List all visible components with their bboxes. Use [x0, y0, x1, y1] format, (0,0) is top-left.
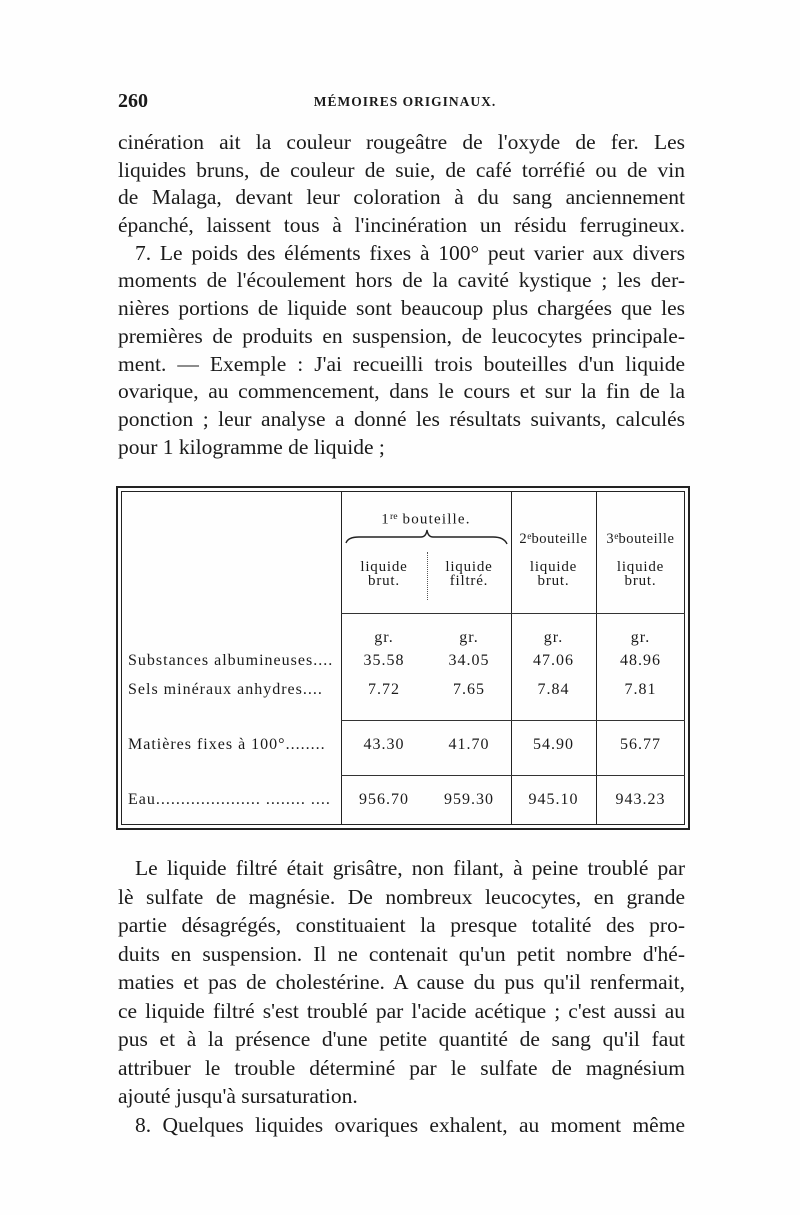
table-cell-value: 7.72	[368, 681, 400, 698]
table-cell-value: 943.23	[615, 791, 666, 808]
header-second-bottle	[511, 527, 596, 547]
text-line: ment. — Exemple : J'ai recueilli trois bouteilles d'un liquide	[118, 351, 685, 376]
subheader-line: brut.	[368, 573, 400, 589]
header-number: 3	[606, 531, 615, 548]
brace-icon	[341, 527, 511, 545]
table-cell-value: 7.65	[453, 681, 485, 698]
row-label: Eau..................... ........ ....	[128, 791, 331, 808]
table-cell-value: 43.30	[363, 736, 405, 753]
row-rule	[341, 613, 685, 614]
unit-cell: gr.	[374, 629, 394, 646]
text-line: nières portions de liquide sont beaucoup plus chargées que les	[118, 296, 685, 321]
header-number: 1	[381, 511, 390, 528]
text-line: lè sulfate de magnésie. De nombreux leucocytes, en grande	[118, 884, 685, 909]
header-label: bouteille.	[397, 511, 471, 528]
subheader-line: brut.	[537, 573, 570, 589]
table-cell-value: 956.70	[359, 791, 409, 808]
header-first-bottle	[341, 507, 511, 527]
subheader-cell	[427, 560, 511, 588]
row-rule	[341, 720, 685, 721]
header-label: bouteille	[531, 531, 588, 548]
table-cell-value: 54.90	[533, 736, 574, 753]
paragraph	[118, 854, 685, 1111]
text-line: Le liquide filtré était grisâtre, non filant, à peine troublé par	[135, 856, 685, 880]
table-cell-value: 48.96	[620, 652, 661, 669]
table-cell-value: 35.58	[363, 652, 405, 669]
text-line: partie désagrégés, constituaient la presque totalité des pro-	[118, 913, 685, 937]
subheader-line: liquide	[616, 559, 665, 575]
text-line: maties et pas de cholestérine. A cause du pus qu'il renfermait,	[118, 970, 685, 994]
text-line: pour 1 kilogramme de liquide ;	[118, 434, 385, 459]
text-line: attribuer le trouble déterminé par le sulfate de magnésium	[118, 1055, 685, 1080]
table-cell-value: 34.05	[448, 652, 490, 669]
text-line: de Malaga, devant leur coloration à du sang anciennement	[118, 185, 685, 210]
header-third-bottle	[596, 527, 685, 547]
text-block-after-table	[118, 854, 685, 1139]
text-line: premières de produits en suspension, de leucocytes principale-	[118, 323, 685, 348]
text-line: 7. Le poids des éléments fixes à 100° peut varier aux divers	[135, 240, 685, 265]
table-cell-value: 7.84	[537, 681, 570, 698]
text-block-before-table	[118, 129, 685, 461]
unit-cell: gr.	[630, 629, 651, 646]
table-cell-value: 47.06	[533, 652, 574, 669]
paragraph	[118, 240, 685, 462]
row-rule	[341, 775, 685, 776]
running-title: MÉMOIRES ORIGINAUX.	[313, 94, 497, 109]
text-line: épanché, laissent tous à l'incinération un résidu ferrugineux.	[118, 213, 685, 238]
row-label: Matières fixes à 100°........	[128, 736, 326, 753]
text-line: cinération ait la couleur rougeâtre de l'oxyde de fer. Les	[118, 130, 685, 154]
table-cell-value: 945.10	[528, 791, 579, 808]
table-cell-value: 41.70	[448, 736, 490, 753]
subheader-cell	[596, 560, 685, 588]
text-line: moments de l'écoulement hors de la cavité kystique ; les der-	[118, 268, 685, 293]
subheader-line: filtré.	[449, 573, 489, 589]
table-cell-value: 56.77	[620, 736, 661, 753]
text-line: ce liquide filtré s'est troublé par l'acide acétique ; c'est aussi au	[118, 998, 685, 1023]
text-line: liquides bruns, de couleur de suie, de café torréfié ou de vin	[118, 157, 685, 182]
paragraph	[118, 129, 685, 240]
text-line: pus et à la présence d'une petite quantité de sang qu'il faut	[118, 1027, 685, 1051]
subheader-cell	[511, 560, 596, 588]
subheader-line: liquide	[445, 559, 493, 575]
header-label: bouteille	[618, 531, 675, 548]
row-label: Sels minéraux anhydres....	[128, 681, 323, 698]
paragraph	[118, 1111, 685, 1140]
results-table	[116, 486, 690, 830]
text-line: ponction ; leur analyse a donné les résultats suivants, calculés	[118, 406, 685, 431]
header-superscript: e	[527, 532, 532, 542]
header-superscript: e	[614, 532, 619, 542]
text-line: 8. Quelques liquides ovariques exhalent, au moment même	[135, 1112, 685, 1137]
page-number: 260	[118, 90, 148, 112]
text-line: ovarique, au commencement, dans le cours et sur la fin de la	[118, 379, 685, 404]
row-label: Substances albumineuses....	[128, 652, 334, 669]
unit-cell: gr.	[543, 629, 564, 646]
header-superscript: re	[389, 511, 398, 522]
subheader-line: liquide	[360, 559, 408, 575]
subheader-line: liquide	[529, 559, 578, 575]
subheader-line: brut.	[624, 573, 657, 589]
header-number: 2	[519, 531, 528, 548]
table-cell-value: 959.30	[444, 791, 494, 808]
text-line: duits en suspension. Il ne contenait qu'un petit nombre d'hé-	[118, 941, 685, 966]
table-cell-value: 7.81	[624, 681, 657, 698]
text-line: ajouté jusqu'à sursaturation.	[118, 1084, 358, 1108]
subheader-cell	[341, 560, 427, 588]
unit-cell: gr.	[459, 629, 479, 646]
